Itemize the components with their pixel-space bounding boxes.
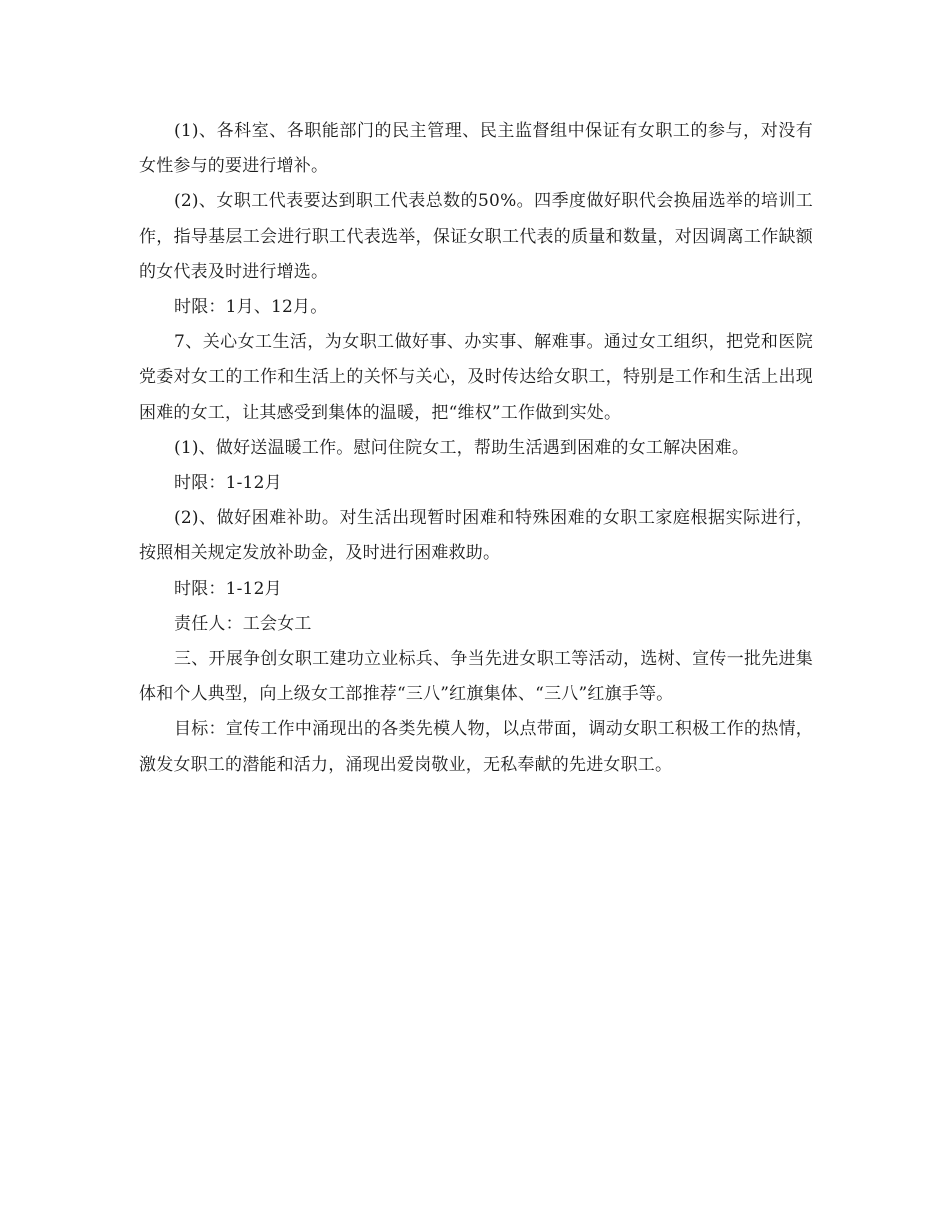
paragraph-deadline-3: 时限：1-12月 <box>174 578 282 599</box>
document-body <box>139 114 813 783</box>
paragraph-deadline-1: 时限：1月、12月。 <box>174 297 328 318</box>
paragraph-hardship-subsidy: (2)、做好困难补助。对生活出现暂时困难和特殊困难的女职工家庭根据实际进行，按照相关规定发放补助金，及时进行困难救助。 <box>139 508 813 564</box>
paragraph-women-participation: (1)、各科室、各职能部门的民主管理、民主监督组中保证有女职工的参与，对没有女性参与的要进行增补。 <box>139 121 813 177</box>
paragraph-women-representatives: (2)、女职工代表要达到职工代表总数的50%。四季度做好职代会换届选举的培训工作，指导基层工会进行职工代表选举，保证女职工代表的质量和数量，对因调离工作缺额的女代表及时进行增选。 <box>139 191 813 282</box>
paragraph-care-for-women-workers: 7、关心女工生活，为女职工做好事、办实事、解难事。通过女工组织，把党和医院党委对女工的工作和生活上的关怀与关心，及时传达给女职工，特别是工作和生活上出现困难的女工，让其感受到集体的温暖，把“维权”工作做到实处。 <box>139 332 813 423</box>
paragraph-responsible-person: 责任人：工会女工 <box>174 613 312 634</box>
paragraph-goal: 目标：宣传工作中涌现出的各类先模人物，以点带面，调动女职工积极工作的热情，激发女职工的潜能和活力，涌现出爱岗敬业，无私奉献的先进女职工。 <box>139 719 813 775</box>
paragraph-section-three: 三、开展争创女职工建功立业标兵、争当先进女职工等活动，选树、宣传一批先进集体和个人典型，向上级女工部推荐“三八”红旗集体、“三八”红旗手等。 <box>139 649 813 705</box>
paragraph-deadline-2: 时限：1-12月 <box>174 473 282 494</box>
paragraph-warmth-work: (1)、做好送温暖工作。慰问住院女工，帮助生活遇到困难的女工解决困难。 <box>174 437 750 458</box>
